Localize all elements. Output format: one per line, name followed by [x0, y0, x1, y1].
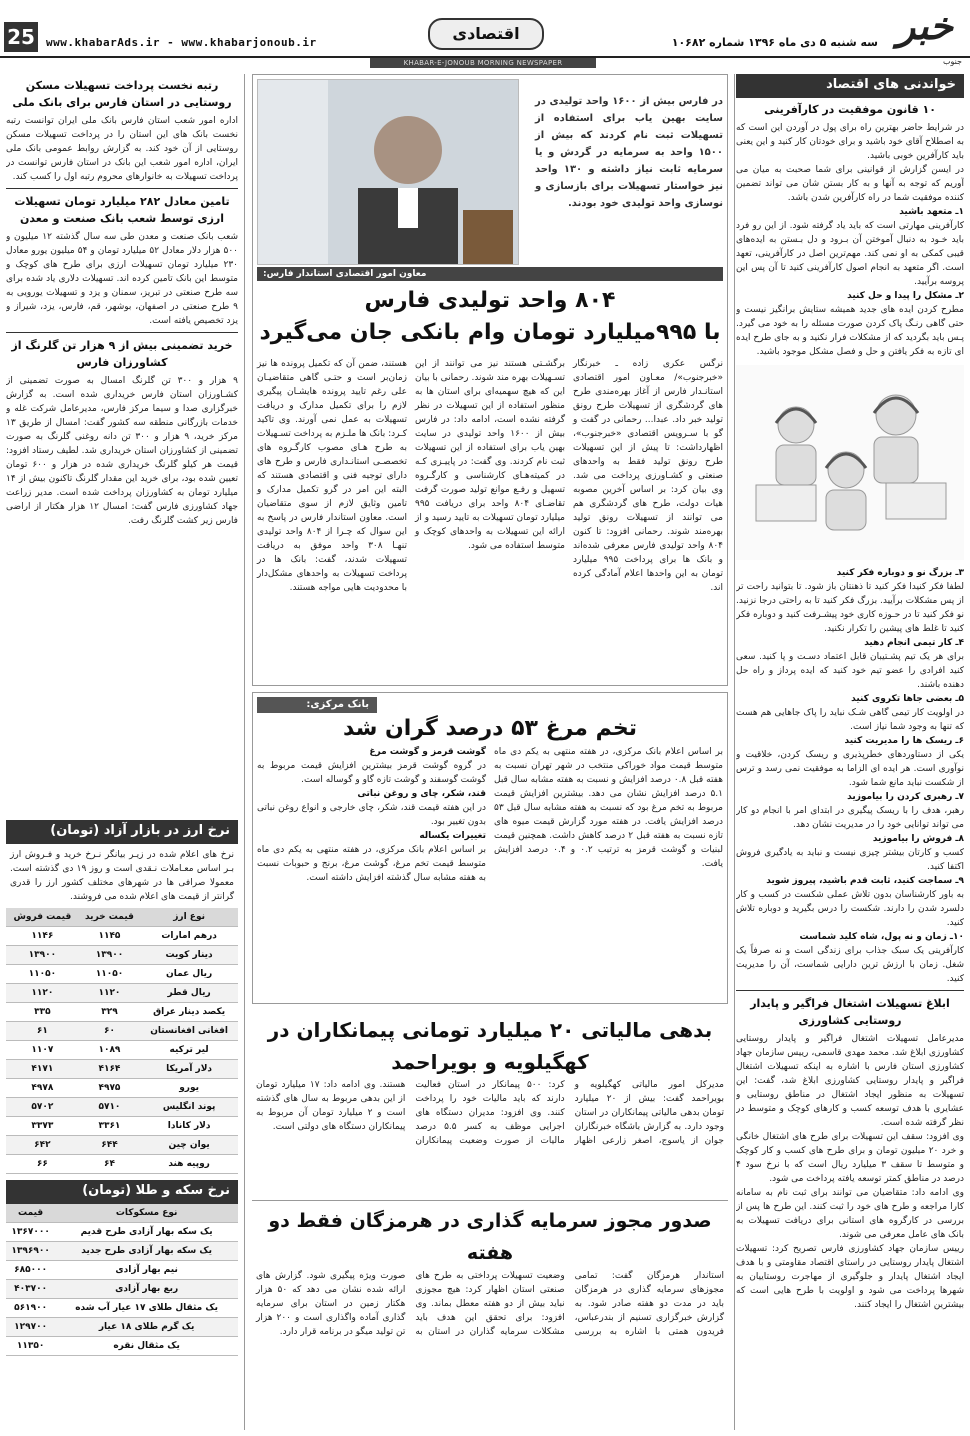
paragraph: در اولویت کار تیمی گاهی شـک نباید را پاک جاهایی هم هست که تنها به وجود شما نیاز است. — [736, 708, 964, 732]
subheading: ۹ـ سماجت کنید، ثابت قدم باشید، پیروز شوید — [766, 876, 964, 886]
column-header: قیمت خرید — [79, 908, 141, 927]
issue-dateline: سه شنبه ۵ دی ماه ۱۳۹۶ شماره ۱۰۶۸۲ — [671, 36, 878, 49]
paragraph: در ایسن گزارش از قوانینی برای شما صحبت به میان می آوریم که توجه به آنها و به کار بستن شان می تواند تضمین کننده موفقیت شما در راه کارآفرین شدن باشد. — [736, 165, 964, 203]
headline: تخم مرغ ۵۳ درصد گران شد — [343, 716, 637, 741]
table-cell: ۴۱۷۱ — [6, 1060, 79, 1079]
table-cell: دلار کانادا — [140, 1117, 238, 1136]
headline: بدهی مالیاتی ۲۰ میلیارد تومانی پیمانکاران در کهگیلویه و بویراحمد — [267, 1018, 713, 1074]
paragraph: در این هفته قیمت قند، شکر، چای خارجی و انواع روغن نباتی بدون تغییر بود. — [257, 803, 486, 827]
paragraph: کارآفرینی یک سبک جذاب برای زندگی است و نه صرفاً یک شغل. زمان با ارزش ترین دارایی شماست، آن را مدیریت کنید. — [736, 946, 964, 984]
subheading: ۲ـ مشکل را پیدا و حل کنید — [847, 291, 964, 301]
fx-table — [6, 908, 238, 1174]
paragraph: اداره امور شعب استان فارس بانک ملی ایران توانست رتبه نخست بانک های این استان را در پرداخت تسهیلات مسکن روستایی از آن خود کند. به گزارش روابط عمومی بانک ملی ایران، اداره امور شعب این بانک در استان فارس توانست در پرداخت تسهیلات به خانوارهای محروم رتبه اول را کسب کند. — [6, 116, 238, 182]
website-link[interactable]: www.khabarAds.ir - www.khabarjonoub.ir — [46, 36, 317, 49]
newspaper-logo: خبر جنوب — [897, 4, 962, 66]
table-cell: ۵۷۱۰ — [79, 1098, 141, 1117]
article-title: تامین معادل ۲۸۲ میلیارد تومان تسهیلات ارزی توسط شعب بانک صنعت و معدن — [14, 195, 230, 225]
table-cell: ۴۹۷۵ — [79, 1079, 141, 1098]
paragraph: مدیرعامل تسهیلات اشتغال فراگیر و پایدار روستایی کشاورزی ابلاغ شد. محمد مهدی قاسمی، رییس سازمان جهاد کشاورزی استان فارس با اشاره به اینکه تسهیلات اشتغال فراگیر و پایدار روستایی کشاورزی ابلاغ شد، گفت: این تسهیلات به منظور ایجاد اشتغال در مناطق روستایی و عشایری با هدف توسعه کسب و کارهای کوچک و متوسط در نظر گرفته شده است. — [736, 1034, 964, 1128]
table-row — [6, 1155, 238, 1174]
table-row — [6, 927, 238, 946]
official-photo — [257, 79, 519, 265]
page-number: 25 — [4, 22, 38, 52]
article-title: ابلاغ تسهیلات اشتغال فراگیر و پایدار روستایی کشاورزی — [750, 997, 950, 1027]
table-row — [6, 1003, 238, 1022]
table-cell: ۱۱۲۰ — [6, 984, 79, 1003]
table-cell: ۱۳۹۶۹۰۰ — [6, 1242, 55, 1261]
table-row — [6, 1318, 238, 1337]
table-cell: ۶۸۵۰۰۰ — [6, 1261, 55, 1280]
paragraph: استاندار هرمزگان گفت: تمامی مجوزهای سرمایه گذاری در هرمزگان باید در مدت دو هفته صادر شود. به گزارش خبرگزاری تسنیم از بندرعباس، فریدون همتی با اشاره به بررسی وضعیت تسهیلات پرداختی به طرح های صنعتی استان اظهار کرد: هیچ مجوزی نباید بیش از دو هفته معطل بماند. وی افزود: برای تحقق این هدف باید مشکلات سرمایه گذاران در استان به صورت ویژه پیگیری شود. گزارش های ارائه شده نشان می دهد که ۵۰ هزار هکتار زمین در استان برای سرمایه گذاری آماده واگذاری است و ۲۰۰ هزار تن تولید میگو در برنامه قرار دارد. — [256, 1271, 724, 1337]
column-header: نوع مسکوکات — [55, 1204, 238, 1223]
table-cell: یکصد دینار عراق — [140, 1003, 238, 1022]
table-cell: یک مثقال طلای ۱۷ عیار آب شده — [55, 1299, 238, 1318]
subheading: ۵ـ بعضی جاها تکروی کنید — [851, 694, 964, 704]
subheading: ۱۰ـ زمان و نه پول، شاه کلید شماست — [799, 932, 964, 942]
table-cell: ۱۰۸۹ — [79, 1041, 141, 1060]
gold-title: نرخ سکه و طلا (تومان) — [6, 1180, 238, 1204]
paragraph: وی افزود: سقف این تسهیلات برای طرح های اشتغال خانگی و خرد ۲۰ میلیون تومان و برای طرح های کسب و کار کوچک و متوسط تا سقف ۳ میلیارد ریال است که با نرخ سود ۴ درصد در مناطق کمتر توسعه یافته پرداخت می شود. — [736, 1132, 964, 1184]
table-cell: ریال عمان — [140, 965, 238, 984]
table-row — [6, 1117, 238, 1136]
table-cell: پوند انگلیس — [140, 1098, 238, 1117]
paragraph: به باور کارشناسان بدون تلاش عملی شکست در کسب و کار دلسرد شدن را دارند. شکست را درس بگیرید و دوباره تلاش کنید. — [736, 890, 964, 928]
table-cell: ۱۱۰۵۰ — [6, 965, 79, 984]
table-cell: ۶۱ — [6, 1022, 79, 1041]
table-cell: درهم امارات — [140, 927, 238, 946]
table-cell: یک مثقال نقره — [55, 1337, 238, 1356]
subheading: تغییرات یکساله — [419, 831, 486, 841]
article-title: خرید تضمینی بیش از ۹ هزار تن گلرنگ از کشاورزان فارس — [11, 339, 233, 369]
call-center-illustration — [736, 365, 964, 560]
table-cell: ۵۷۰۲ — [6, 1098, 79, 1117]
subheading: ۷ـ رهبری کردن را بیاموزید — [847, 792, 964, 802]
table-cell: ریال قطر — [140, 984, 238, 1003]
fx-note: نرخ های اعلام شده در زیـر بیانگر نـرخ خرید و فـروش ارز بـر اساس معـاملات نـقدی است و روز ۱۹ دی گذشته است. معمولا صرافی ها در شهرهای مختلف کشور ارز را قدری گرانتر از قیمت های اعلام شده می فروشند. — [10, 850, 234, 902]
table-cell: ۱۳۶۷۰۰۰ — [6, 1223, 55, 1242]
table-row — [6, 1098, 238, 1117]
table-cell: ۶۴ — [79, 1155, 141, 1174]
table-cell: دینار کویت — [140, 946, 238, 965]
table-cell: لیر ترکیه — [140, 1041, 238, 1060]
table-cell: یورو — [140, 1079, 238, 1098]
paragraph: ۹ هزار و ۳۰۰ تن گلرنگ امسال به صورت تضمینی از کشـاورزان استان فارس خریداری شده است. به گزارش خبرگزاری صدا و سیما مرکز فارس، مدیرعامل شرکت غله و خدمات بازرگانی منطقه سه کشور گفت: امسال از طریق ۱۳ مرکز خرید، ۹ هزار و ۳۰۰ تن دانه روغنی گلرنگ به صورت تضمینی از کشاورزان استان خریداری شد. لطیف رستاد افزود: قیمت هر کیلو گلرنگ خریداری شده در هزار و ۶۰۰ تومان تعیین شده بود، برای خرید این مقدار گلرنگ تاکنون بیش از ۱۴ میلیارد تومان به کشاورزان پرداخت شده است. مدیر زراعت جهاد کشاورزی فارس گفت: امسال ۱۲ هزار هکتار از اراضی فارس زیر کشت گلرنگ رفت. — [6, 376, 238, 526]
table-cell: ۴۹۷۸ — [6, 1079, 79, 1098]
paragraph: در گروه گوشت قرمز بیشترین افزایش قیمت مربوط به گوشت گوسفند و گوشت تازه گاو و گوساله است. — [257, 761, 486, 785]
table-cell: ربع بهار آزادی — [55, 1280, 238, 1299]
section-label: اقتصادی — [428, 18, 544, 50]
table-cell: ۳۳۷۳ — [6, 1117, 79, 1136]
tax-story — [252, 1010, 728, 1196]
article-title: رتبه نخست پرداخت تسهیلات مسکن روستایی در استان فارس برای بانک ملی — [12, 79, 232, 109]
subheading: ۳ـ بزرگ نو و دوباره فکر کنید — [836, 568, 964, 578]
paragraph: برای هر یک تیم پشـتیبان قابل اعتماد دسـت و پا کنید. سعی کنید افرادی را عضو تیم خود کنید که ایده پرداز و راه حل دهنده باشند. — [736, 652, 964, 690]
table-row — [6, 1299, 238, 1318]
lead-story — [252, 74, 728, 686]
table-cell: یک سکه بهار آزادی طرح قدیم — [55, 1223, 238, 1242]
table-row — [6, 1242, 238, 1261]
subheading: ۶ـ ریسک ها را مدیریت کنید — [844, 736, 964, 746]
table-cell: ۶۴۴ — [79, 1136, 141, 1155]
table-cell: ۱۱۲۰ — [79, 984, 141, 1003]
paragraph: مطرح کردن ایده های جدید همیشه ستایش برانگیز نیست و حتی گاهی رنـگ پاک کردن صورت مسئله را به خود می گیرد. پـس باید بگردید که از مشکلات فرار نکنید و به جای طرح ایده ای تازه به فکر یافتن و حل و فصل مشکل موجود باشید. — [736, 305, 964, 357]
lead-column-3: هستند، ضمن آن که تکمیل پرونده ها نیز زمان‌بر است و حتـی گاهی متقاضیـان علی رغم تایید پرونده هایشـان پیگیری لازم را برای تکمیل مدارک و دریافت تسهیلات به عمل نمی آورند. وی تاکید کـرد: بانک ها ملـزم به پرداخت تسـهیلات به طرح هـای مصوب کارگـروه های تخصصـی استانـداری فارس و طرح های دارای توجیه فنی و اقتصادی هستند که البته این امر در گرو تکمیل مدارک و تامین وثایق لازم از سوی متقاضیان است. معاون استاندار فارس در پاسخ به این سوال که چـرا از ۸۰۴ واحد تولیدی تنهـا ۳۰۸ واحد موفق به دریافت تسهیلات شدند، گفت: بانک ها در پرداخت تسهیلات به واحدهای مشکل‌دار با محدودیت هایی مواجه هستند. — [257, 359, 407, 593]
table-cell: ۱۱۴۶ — [6, 927, 79, 946]
table-cell: ۱۲۹۷۰۰ — [6, 1318, 55, 1337]
headline-line2: با ۹۹۵میلیارد تومان وام بانکی جان می‌گیرد — [259, 320, 721, 345]
english-strip: KHABAR-E-JONOUB MORNING NEWSPAPER — [370, 58, 596, 68]
paragraph: رییس سازمان جهاد کشاورزی فارس تصریح کرد: تسهیلات اشتغال پایدار روستایی در راستای اقتصاد مقاومتی و با هدف ایجاد اشتغال پایدار و جلوگیری از مهاجرت روستاییان به شهرها پرداخت می شود و اولویت با طرح هایی است که بیشترین اشتغال را ایجاد کنند. — [736, 1244, 964, 1310]
table-cell: ۱۱۴۵ — [79, 927, 141, 946]
subheading: ۴ـ کار تیمی انجام دهید — [864, 638, 964, 648]
table-cell: افغانی افغانستان — [140, 1022, 238, 1041]
fx-title: نرخ ارز در بازار آزاد (تومان) — [6, 820, 238, 844]
table-cell: نیم بهار آزادی — [55, 1261, 238, 1280]
table-cell: دلار آمریکا — [140, 1060, 238, 1079]
paragraph: در شرایط حاضر بهترین راه برای پول در آوردن این است که به اصطلاح آقای خود باشید و برای خودتان کار کنید و این یعنی باید کارآفرین خوبی باشید. — [736, 123, 964, 161]
photo-caption: معاون امور اقتصادی استاندار فارس: — [257, 267, 723, 281]
subheading: گوشت قرمز و گوشت مرغ — [369, 747, 486, 757]
lead-column-2: برگشـتی هستند نیز می توانند از این تسـهیلات بهره مند شوند. رحمانی با بیان این که هیچ سهمیه‌ای برای استان ها به منظور استفاده از این تسهیلات در نظر گرفته نشده است، ادامه داد: در فارس بیش از ۱۶۰۰ واحد تولیدی در سایت بهین یاب برای استفاده از این تسهیلات ثبت نام کردند. وی گفت: در پاییـزی کـه در کمیته‌هـای کارشناسی و کارگـروه تسهیل و رفـع موانع تولید صورت گرفت تقاضـای ۸۰۴ واحد برای دریافت ۹۹۵ میلیارد تومان تسهیلات به تایید رسید و از ارائه این تسهیلات به واحدهای کوچک و متوسط استفاده می شود. — [415, 359, 565, 551]
table-row — [6, 1060, 238, 1079]
column-header: قیمت — [6, 1204, 55, 1223]
headline: صدور مجوز سرمایه گذاری در هرمزگان فقط دو هفته — [268, 1210, 712, 1264]
table-row — [6, 1079, 238, 1098]
lead-summary: در فارس بیش از ۱۶۰۰ واحد تولیدی در سایت بهین یاب برای استفاده از تسهیلات ثبت نام کردند که بیش از ۱۵۰۰ واحد به سرمایه در گردش و یا سرمایه ثابت نیاز داشته و ۱۳۰ واحد نیز خواستار تسهیلات برای بازسازی و نوسازی واحد تولیدی خود بودند. — [535, 96, 723, 209]
table-cell: ۴۱۶۴ — [79, 1060, 141, 1079]
table-cell: ۱۳۹۰۰ — [79, 946, 141, 965]
table-cell: ۶۶ — [6, 1155, 79, 1174]
paragraph: شعب بانک صنعت و معدن طی سه سال گذشته ۱۲ میلیون و ۵۰۰ هزار دلار معادل ۵۲ میلیارد تومان و ۵۴ میلیون یورو معادل ۲۳۰ میلیارد تومان تسهیلات ارزی برای طرح های کوچک و متوسط این بانک تامین کرده اند. تسهیلات دلاری یاد شده برای سه طرح صنعتی در تبریز، سمنان و یزد و تسهیلات یورویی به ۹ طرح صنعتی در اصفهان، بوشهر، قم، فارس، یزد، شیراز و یزد تخصیص یافته است. — [6, 232, 238, 326]
paragraph: بر اساس اعلام بانک مرکزی، در هفته منتهی به یکم دی ماه متوسط قیمت مواد خوراکی منتخب در شهر تهران نسبت به هفته قبل ۰.۸ درصد افزایش و نسبت به هفته مشابه سال قبل ۵.۱ درصد افزایش نشان می دهد. بیشترین افزایش قیمت مربوط به تخم مرغ بود که نسبت به هفته مشابه سال قبل ۵۳ درصد افزایش یافت. در هفته مورد گزارش قیمت میوه های تازه نسبت به هفته قبل ۲ درصد کاهش داشت. همچنین قیمت لبنیات و گوشت قرمز به ترتیب ۰.۲ و ۰.۴ درصد افزایش یافت. — [494, 747, 723, 869]
gold-table — [6, 1204, 238, 1356]
paragraph: کسب و کارتان بیشتر چیزی نیست و نباید به یادگیری فروش اکتفا کنید. — [736, 848, 964, 872]
table-cell: یوان چین — [140, 1136, 238, 1155]
table-row — [6, 1223, 238, 1242]
table-cell: ۱۱۰۷ — [6, 1041, 79, 1060]
table-cell: ۱۱۳۵۰ — [6, 1337, 55, 1356]
headline-line1: ۸۰۴ واحد تولیدی فارس — [364, 288, 616, 313]
column-header: قیمت فروش — [6, 908, 79, 927]
paragraph: رهبر، هدف را با ریسک پیگیری در ابتدای امر با انجام دو کار می تواند توانایی خود را در مدیریت نشان دهد. — [736, 806, 964, 830]
paragraph: کارآفرینی مهارتی است که باید یاد گرفته شود. از این رو فرد باید خـود به دنبال آموختن آن بـرود و دل بـستن به ایده‌های قیبی کمکی به او نمی کند. مهم‌ترین اصل در کارآفرینی، تعهد است. اگر متعهد به انجام اصول کارآفرینی کنید تا آن پس این پروسه برآیید. — [736, 221, 964, 287]
table-row — [6, 1261, 238, 1280]
table-cell: ۶۰ — [79, 1022, 141, 1041]
table-cell: ۶۴۲ — [6, 1136, 79, 1155]
table-cell: یک گرم طلای ۱۸ عیار — [55, 1318, 238, 1337]
table-row — [6, 946, 238, 965]
currency-box — [6, 820, 238, 1430]
table-cell: ۵۶۱۹۰۰ — [6, 1299, 55, 1318]
subheading: ۱ـ متعهد باشید — [899, 207, 964, 217]
column-header: نوع ارز — [140, 908, 238, 927]
table-row — [6, 1280, 238, 1299]
table-cell: روپیه هند — [140, 1155, 238, 1174]
box-title: خواندنی های اقتصاد — [736, 74, 964, 98]
table-row — [6, 1136, 238, 1155]
egg-price-story — [252, 692, 728, 1004]
table-cell: ۴۰۳۷۰۰ — [6, 1280, 55, 1299]
table-cell: ۱۱۰۵۰ — [79, 965, 141, 984]
paragraph: یکی از دستاوردهای خطرپذیری و ریسک کردن، خلاقیت و نوآوری است. هر ایده ای الزاما به موفقیت نمی رسد و ترس از شکست نباید مانع شما شود. — [736, 750, 964, 788]
paragraph: لطفا فکر کنیدا فکر کنید تا ذهنتان باز شود. تا بتوانید راحت تر از پس مشکلات برآیید. بزرگ فکر کنید تا به راحتی درجا نزنید. نو فکر کنید تا در حـوزه کاری خود پیشـرفت کنید و دوباره فکر کنید تا غلط های پیشین را تکرار نکنید. — [736, 582, 964, 634]
table-row — [6, 965, 238, 984]
table-cell: ۳۳۶۱ — [79, 1117, 141, 1136]
subheading: قند، شکر، چای و روغن نباتی — [357, 789, 486, 799]
investment-story — [252, 1200, 728, 1430]
paragraph: بر اساس اعلام بانک مرکزی، در هفته منتهی به یکم دی ماه متوسط قیمت تخم مرغ، گوشت مرغ، برنج و حبوبات نسبت به هفته مشابه سال گذشته افزایش داشته است. — [257, 845, 486, 883]
right-column — [736, 74, 964, 1430]
table-row — [6, 1022, 238, 1041]
table-row — [6, 984, 238, 1003]
paragraph: وی ادامه داد: متقاضیان می توانند برای ثبت نام به سامانه کارا مراجعه و طرح های خود را ثبت کنند. این طرح ها پس از بررسی در کارگروه های استانی برای دریافت تسهیلات به بانک های عامل معرفی می شوند. — [736, 1188, 964, 1240]
article-title: ۱۰ قانون موفقیت در کارآفرینی — [764, 103, 936, 116]
table-cell: ۱۳۹۰۰ — [6, 946, 79, 965]
table-cell: یک سکه بهار آزادی طرح جدید — [55, 1242, 238, 1261]
table-row — [6, 1041, 238, 1060]
table-cell: ۳۲۹ — [79, 1003, 141, 1022]
lead-column-1: نرگس عکری زاده ـ خبرنگار «خبرجنوب»/ معـاون امور اقتصادی استانـدار فارس از آغاز بهره‌مندی طرح های گردشگری از تسهیلات طرح رونق تولید خبر داد. عبدا... رحمانی در گفت و گو با سـرویس اقتصادی «خبرجنوب»، اظهارداشت: تا پیش از این تسهیلات طرح رونق تولید فقط به واحدهای صنعتی و کشـاورزی پرداخت می شد. وی بیان کرد: بر اساس آخرین مصوبه هیات دولت، طرح های گردشگری هم می توانند از تسهیلات رونق تولید بهره‌مند شوند. رحمانی افزود: تا کنون ۸۰۴ واحد تولیدی فارس معرفی شده‌اند و بانک ها برای پرداخت ۹۹۵ میلیارد تومان به این واحدها اعلام آمادگی کرده اند. — [573, 359, 723, 593]
kicker: بانک مرکزی: — [257, 697, 377, 713]
paragraph: مدیرکل امور مالیاتی کهگیلویه و بویراحمد گفت: بیش از ۲۰ میلیارد تومان بدهی مالیاتی پیمانکاران در استان وجود دارد. به گزارش باشگاه خبرنگاران جوان از یاسوج، اصغر زارعی اظهار کرد: ۵۰۰ پیمانکار در استان فعالیت دارند که باید مالیات خود را پرداخت کنند. وی افزود: مدیران دستگاه های اجرایی موظف به کسر ۵.۵ درصد مالیات از صورت وضعیت پیمانکاران هستند. وی ادامه داد: ۱۷ میلیارد تومان از این بدهی مربوط به سال های گذشته است و ۲ میلیارد تومان آن مربوط به پیمانکاران دستگاه های دولتی است. — [256, 1080, 724, 1146]
table-cell: ۳۳۵ — [6, 1003, 79, 1022]
table-row — [6, 1337, 238, 1356]
subheading: ۸ـ فروش را بیاموزید — [872, 834, 964, 844]
